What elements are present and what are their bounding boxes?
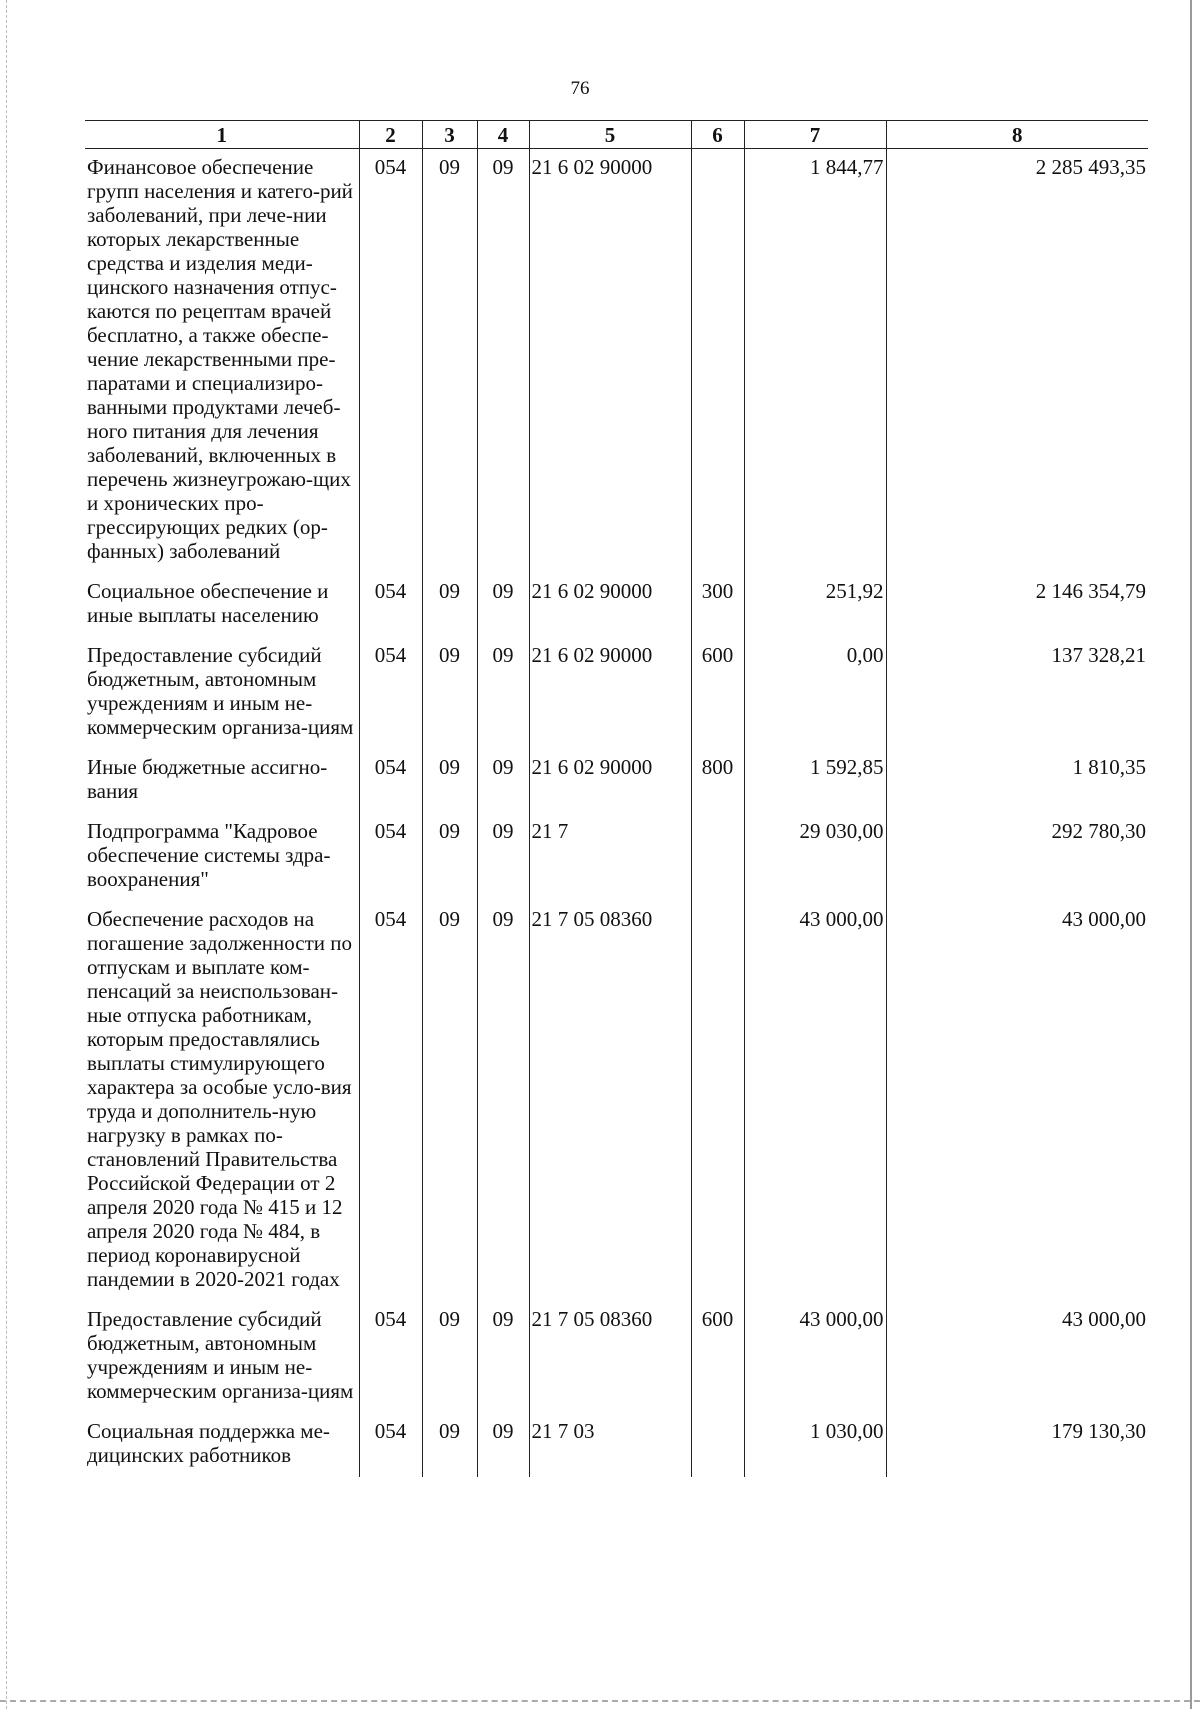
row-rz: 09 bbox=[422, 813, 477, 901]
row-col7: 1 592,85 bbox=[744, 749, 886, 813]
row-grbs: 054 bbox=[359, 813, 422, 901]
row-rz: 09 bbox=[422, 901, 477, 1301]
header-col-6: 6 bbox=[691, 121, 744, 149]
scan-right-edge bbox=[1190, 0, 1192, 1709]
row-name: Социальная поддержка ме-дицинских работников bbox=[87, 1419, 330, 1467]
row-name: Финансовое обеспечение групп населения и катего-рий заболеваний, при лече-нии которых лекарственные средства и изделия меди-цинского назначения отпус-каются по рецептам врачей бесплатно, а также обеспе-чение лекарственными пре-паратами и специализиро-ванными продуктами лечеб-ного питания для лечения заболеваний, включенных в перечень жизнеугрожаю-щих и хронических про-грессирующих редких (ор-фанных) заболеваний bbox=[87, 155, 353, 563]
row-col8: 43 000,00 bbox=[886, 1301, 1148, 1413]
row-col7: 29 030,00 bbox=[744, 813, 886, 901]
row-col7: 251,92 bbox=[744, 573, 886, 637]
row-kcsr: 21 6 02 90000 bbox=[529, 149, 691, 574]
table-row bbox=[85, 813, 1148, 901]
row-kvr: 600 bbox=[691, 637, 744, 749]
header-col-3: 3 bbox=[422, 121, 477, 149]
row-col7: 43 000,00 bbox=[744, 1301, 886, 1413]
row-kvr: 600 bbox=[691, 1301, 744, 1413]
row-col8: 2 146 354,79 bbox=[886, 573, 1148, 637]
row-kvr: 300 bbox=[691, 573, 744, 637]
row-name: Предоставление субсидий бюджетным, автономным учреждениям и иным не-коммерческим организа-циям bbox=[87, 1307, 354, 1403]
row-col7: 43 000,00 bbox=[744, 901, 886, 1301]
header-col-5: 5 bbox=[529, 121, 691, 149]
table-row bbox=[85, 1301, 1148, 1413]
row-kcsr: 21 6 02 90000 bbox=[529, 573, 691, 637]
row-grbs: 054 bbox=[359, 149, 422, 574]
row-pr: 09 bbox=[477, 149, 529, 574]
row-rz: 09 bbox=[422, 1301, 477, 1413]
row-rz: 09 bbox=[422, 149, 477, 574]
row-kvr bbox=[691, 1413, 744, 1477]
row-grbs: 054 bbox=[359, 637, 422, 749]
row-kvr bbox=[691, 813, 744, 901]
header-row bbox=[85, 121, 1148, 149]
row-col8: 2 285 493,35 bbox=[886, 149, 1148, 574]
row-pr: 09 bbox=[477, 573, 529, 637]
row-kcsr: 21 7 03 bbox=[529, 1413, 691, 1477]
row-col8: 137 328,21 bbox=[886, 637, 1148, 749]
row-name: Социальное обеспечение и иные выплаты населению bbox=[87, 579, 329, 627]
table-row bbox=[85, 901, 1148, 1301]
page-number: 76 bbox=[570, 78, 590, 99]
row-name: Обеспечение расходов на погашение задолженности по отпускам и выплате ком-пенсаций за неиспользован-ные отпуска работникам, которым предоставлялись выплаты стимулирующего характера за особые усло-вия труда и дополнитель-ную нагрузку в рамках по-становлений Правительства Российской Федерации от 2 апреля 2020 года № 415 и 12 апреля 2020 года № 484, в период коронавирусной пандемии в 2020-2021 годах bbox=[87, 907, 352, 1291]
row-grbs: 054 bbox=[359, 1413, 422, 1477]
row-col8: 1 810,35 bbox=[886, 749, 1148, 813]
table-row bbox=[85, 573, 1148, 637]
row-pr: 09 bbox=[477, 1413, 529, 1477]
row-grbs: 054 bbox=[359, 573, 422, 637]
table-row bbox=[85, 1413, 1148, 1477]
row-grbs: 054 bbox=[359, 749, 422, 813]
row-kvr bbox=[691, 149, 744, 574]
row-col8: 179 130,30 bbox=[886, 1413, 1148, 1477]
row-col7: 1 030,00 bbox=[744, 1413, 886, 1477]
row-col8: 43 000,00 bbox=[886, 901, 1148, 1301]
row-kvr: 800 bbox=[691, 749, 744, 813]
table-row bbox=[85, 149, 1148, 574]
row-grbs: 054 bbox=[359, 1301, 422, 1413]
row-kvr bbox=[691, 901, 744, 1301]
row-name: Иные бюджетные ассигно-вания bbox=[87, 755, 328, 803]
row-kcsr: 21 6 02 90000 bbox=[529, 749, 691, 813]
budget-table bbox=[85, 120, 1148, 1477]
row-kcsr: 21 7 05 08360 bbox=[529, 1301, 691, 1413]
scan-bottom-edge bbox=[0, 1700, 1200, 1702]
header-col-7: 7 bbox=[744, 121, 886, 149]
scan-left-edge bbox=[6, 0, 7, 1709]
row-kcsr: 21 6 02 90000 bbox=[529, 637, 691, 749]
row-rz: 09 bbox=[422, 637, 477, 749]
row-col7: 0,00 bbox=[744, 637, 886, 749]
row-pr: 09 bbox=[477, 901, 529, 1301]
row-name: Предоставление субсидий бюджетным, автономным учреждениям и иным не-коммерческим организа-циям bbox=[87, 643, 354, 739]
row-pr: 09 bbox=[477, 749, 529, 813]
header-col-4: 4 bbox=[477, 121, 529, 149]
row-kcsr: 21 7 05 08360 bbox=[529, 901, 691, 1301]
table-row bbox=[85, 749, 1148, 813]
row-col7: 1 844,77 bbox=[744, 149, 886, 574]
header-col-8: 8 bbox=[886, 121, 1148, 149]
row-pr: 09 bbox=[477, 1301, 529, 1413]
header-col-1: 1 bbox=[85, 121, 359, 149]
row-kcsr: 21 7 bbox=[529, 813, 691, 901]
row-col8: 292 780,30 bbox=[886, 813, 1148, 901]
header-col-2: 2 bbox=[359, 121, 422, 149]
row-grbs: 054 bbox=[359, 901, 422, 1301]
row-pr: 09 bbox=[477, 813, 529, 901]
row-rz: 09 bbox=[422, 573, 477, 637]
row-name: Подпрограмма "Кадровое обеспечение системы здра-воохранения" bbox=[87, 819, 331, 891]
row-rz: 09 bbox=[422, 1413, 477, 1477]
row-rz: 09 bbox=[422, 749, 477, 813]
row-pr: 09 bbox=[477, 637, 529, 749]
table-row bbox=[85, 637, 1148, 749]
